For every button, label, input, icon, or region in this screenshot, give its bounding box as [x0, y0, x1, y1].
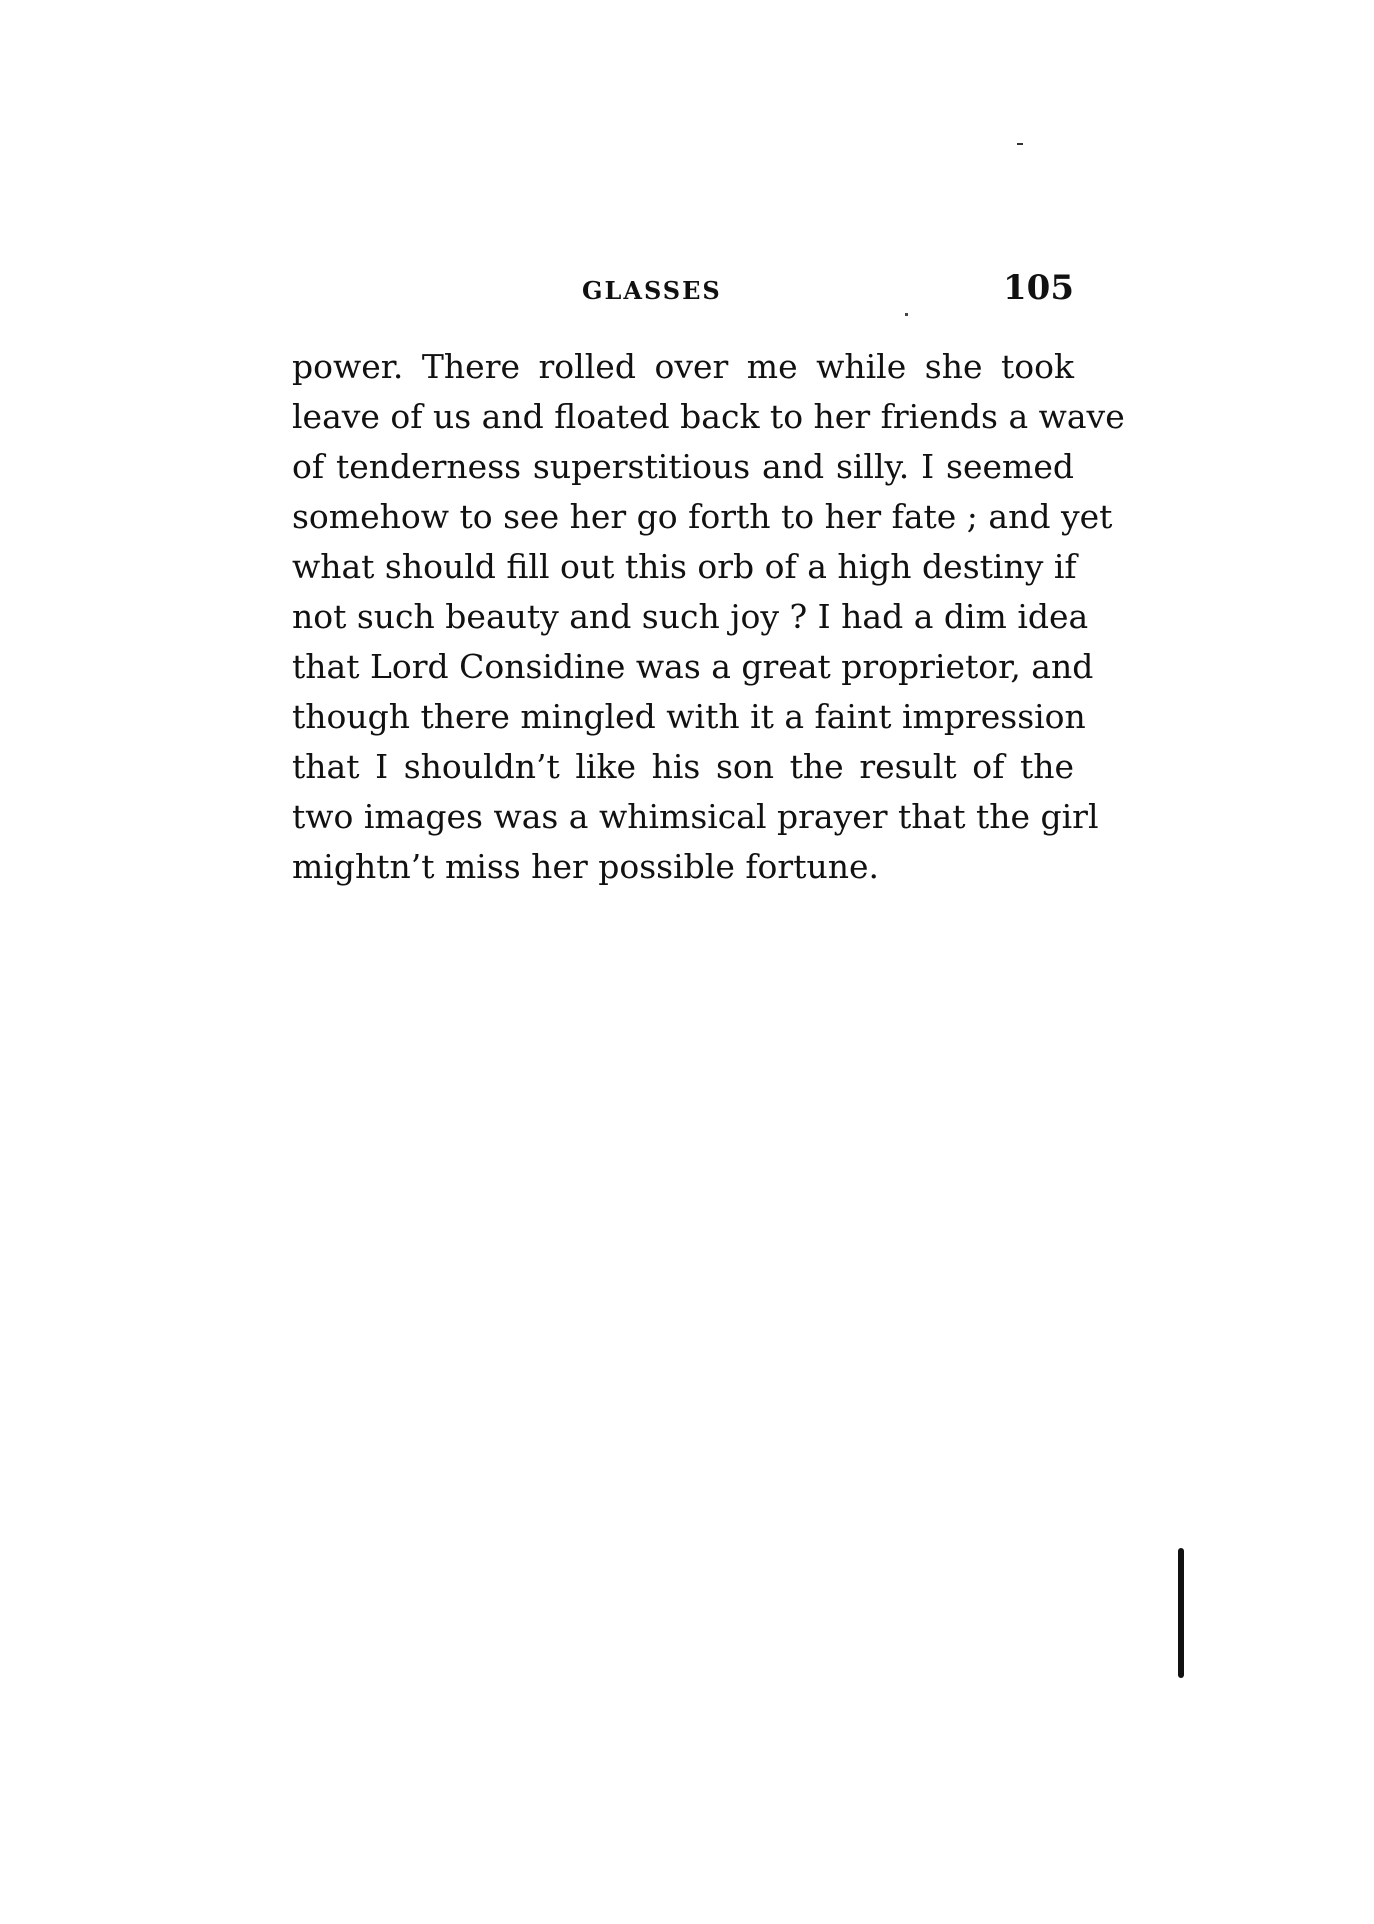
text-line: of tenderness superstitious and silly. I seemed — [292, 447, 1074, 486]
text-line: power. There rolled over me while she took — [292, 347, 1074, 386]
text-line: that Lord Considine was a great proprietor, and — [292, 647, 1094, 686]
text-line: leave of us and floated back to her friends a wave — [292, 397, 1125, 436]
text-line: though there mingled with it a faint impression — [292, 697, 1086, 736]
text-line: somehow to see her go forth to her fate ; and yet — [292, 497, 1113, 536]
text-line: what should fill out this orb of a high destiny if — [292, 547, 1077, 586]
page-edge-mark — [1178, 1548, 1184, 1678]
text-line-last: mightn’t miss her possible fortune. — [292, 847, 879, 886]
running-title: GLASSES — [582, 276, 722, 305]
running-head — [292, 268, 1074, 318]
text-line: not such beauty and such joy ? I had a dim idea — [292, 597, 1089, 636]
page-number: 105 — [1003, 268, 1074, 308]
body-text — [292, 342, 1125, 892]
text-line: two images was a whimsical prayer that the girl — [292, 797, 1099, 836]
scan-speck — [1017, 143, 1023, 145]
text-line: that I shouldn’t like his son the result of the — [292, 747, 1074, 786]
